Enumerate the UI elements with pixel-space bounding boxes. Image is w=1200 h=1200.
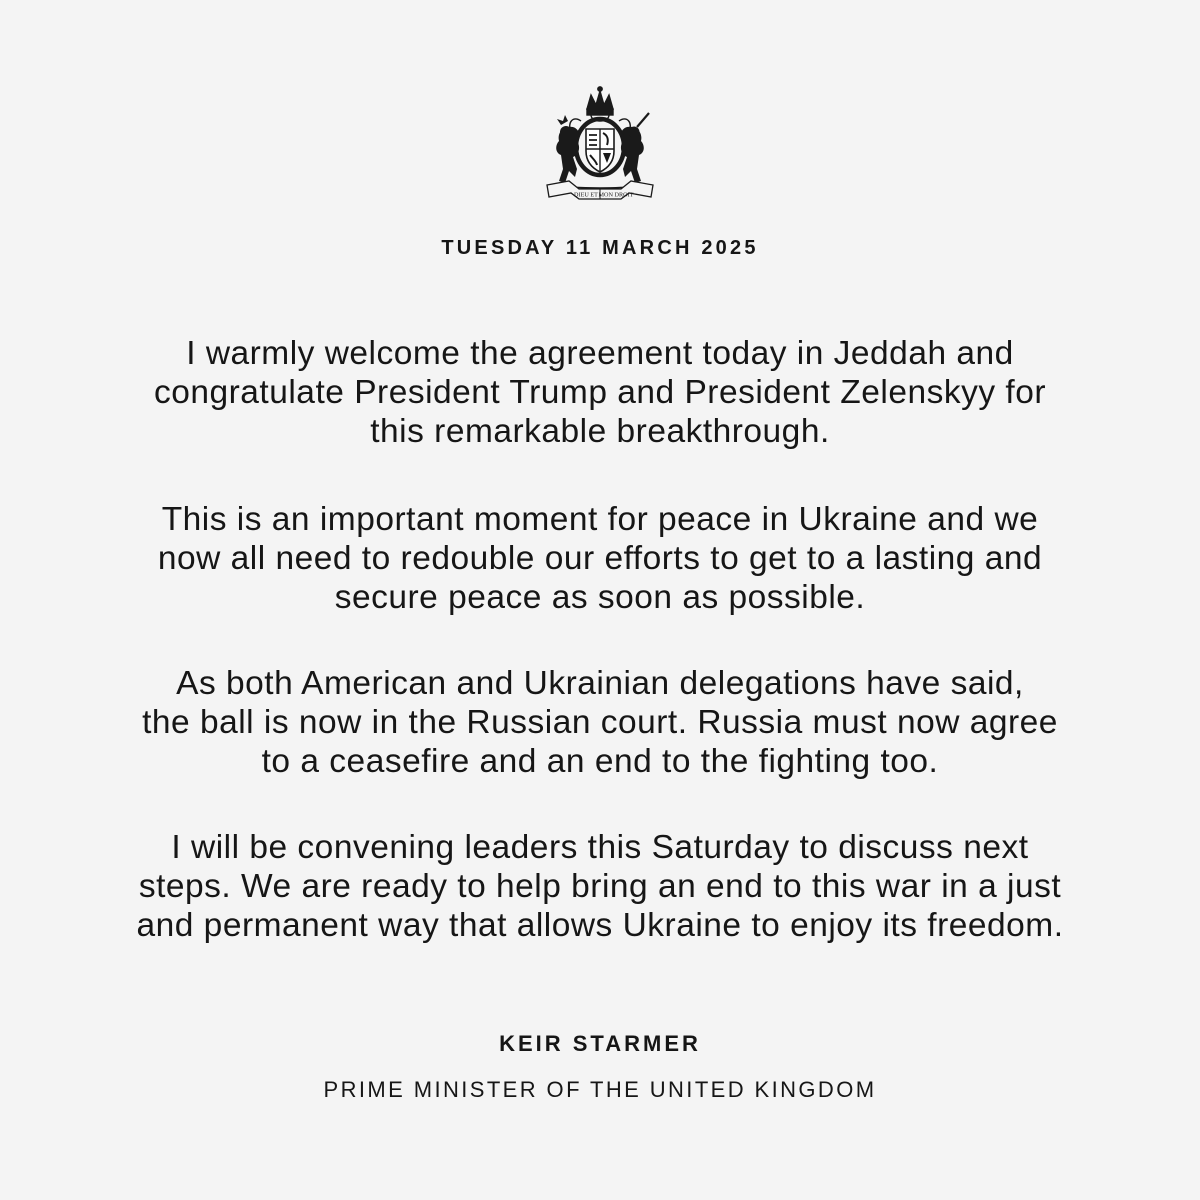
statement-paragraph-2	[60, 500, 1140, 617]
signatory-title: PRIME MINISTER OF THE UNITED KINGDOM	[323, 1077, 877, 1102]
svg-text:DIEU ET: DIEU ET	[574, 191, 598, 199]
svg-text:MON DROIT: MON DROIT	[598, 191, 634, 199]
paragraph-line: I warmly welcome the agreement today in Jeddah and	[186, 335, 1014, 372]
statement-paragraph-1	[60, 334, 1140, 451]
statement-date: TUESDAY 11 MARCH 2025	[441, 237, 759, 259]
paragraph-line: to a ceasefire and an end to the fighting too.	[261, 743, 939, 780]
signatory-name: KEIR STARMER	[499, 1031, 701, 1056]
paragraph-line: congratulate President Trump and President Zelenskyy for	[154, 374, 1046, 411]
paragraph-line: As both American and Ukrainian delegations have said,	[176, 665, 1024, 702]
paragraph-line: This is an important moment for peace in Ukraine and we	[161, 501, 1039, 538]
statement-paragraph-3	[60, 664, 1140, 781]
royal-coat-of-arms-icon	[533, 85, 667, 200]
statement-paragraph-4	[60, 828, 1140, 945]
paragraph-line: this remarkable breakthrough.	[370, 413, 830, 450]
paragraph-line: steps. We are ready to help bring an end to this war in a just	[138, 868, 1062, 905]
paragraph-line: I will be convening leaders this Saturday to discuss next	[171, 829, 1029, 866]
paragraph-line: secure peace as soon as possible.	[334, 579, 866, 616]
paragraph-line: now all need to redouble our efforts to get to a lasting and	[157, 540, 1043, 577]
paragraph-line: and permanent way that allows Ukraine to enjoy its freedom.	[136, 907, 1064, 944]
paragraph-line: the ball is now in the Russian court. Russia must now agree	[142, 704, 1058, 741]
